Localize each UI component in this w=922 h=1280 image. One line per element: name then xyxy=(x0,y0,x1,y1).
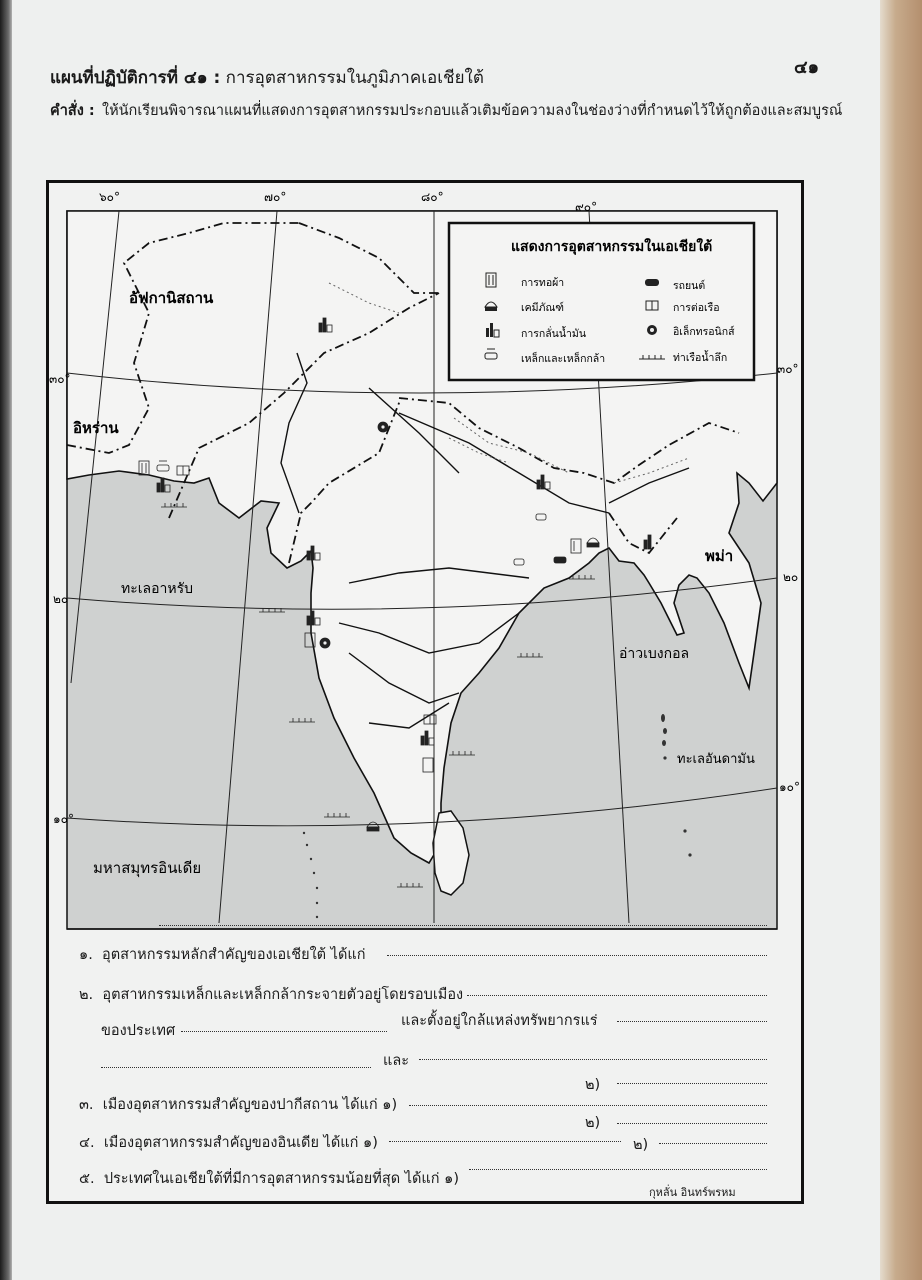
credit: กุหลั่น อินทร์พรหม xyxy=(649,1186,736,1199)
legend-label-chemical: เคมีภัณฑ์ xyxy=(521,302,564,314)
question-3-text: เมืองอุตสาหกรรมสำคัญของปากีสถาน ได้แก่ ๑) xyxy=(102,1097,398,1113)
legend-label-electronics: อิเล็กทรอนิกส์ xyxy=(673,326,735,338)
question-4-text: เมืองอุตสาหกรรมสำคัญของอินเดีย ได้แก่ ๑) xyxy=(103,1135,378,1151)
legend-label-oil: การกลั่นน้ำมัน xyxy=(521,328,587,340)
question-2-number: ๒. xyxy=(79,987,94,1003)
answer-line-1-top[interactable] xyxy=(159,925,767,926)
question-5 xyxy=(79,1167,459,1190)
answer-line-2a[interactable] xyxy=(467,995,767,996)
label-arabian-sea: ทะเลอาหรับ xyxy=(121,581,194,597)
answer-line-3b[interactable] xyxy=(617,1123,767,1124)
lat-label-30-right: ๓๐° xyxy=(777,362,799,376)
question-3-sub2: ๒) xyxy=(585,1115,601,1131)
question-4-sub2: ๒) xyxy=(633,1137,649,1153)
car-icon xyxy=(554,557,566,563)
title-prefix: แผนที่ปฏิบัติการที่ ๔๑ : xyxy=(50,68,221,88)
lon-label-90: ๙๐° xyxy=(575,200,598,214)
question-1-number: ๑. xyxy=(79,947,93,963)
question-1-text: อุตสาหกรรมหลักสำคัญของเอเชียใต้ ได้แก่ xyxy=(102,947,366,963)
lon-label-70: ๗๐° xyxy=(264,190,287,204)
answer-line-4b[interactable] xyxy=(659,1143,767,1144)
legend-label-car: รถยนต์ xyxy=(673,280,706,292)
question-2 xyxy=(79,983,463,1006)
electronics-icon xyxy=(320,638,330,648)
question-4-number: ๔. xyxy=(79,1135,95,1151)
answer-line-2c[interactable] xyxy=(617,1021,767,1022)
legend-label-port: ท่าเรือน้ำลึก xyxy=(673,352,728,364)
answer-line-2d[interactable] xyxy=(101,1067,371,1068)
instruction xyxy=(50,100,842,122)
page-title xyxy=(50,64,484,91)
label-burma: พม่า xyxy=(705,547,734,565)
lon-label-60: ๖๐° xyxy=(99,190,120,204)
label-andaman-sea: ทะเลอันดามัน xyxy=(677,752,755,767)
answer-line-2f[interactable] xyxy=(617,1083,767,1084)
answer-line-2b[interactable] xyxy=(181,1031,387,1032)
answer-line-4a[interactable] xyxy=(389,1141,621,1142)
question-2-sub2: ๒) xyxy=(585,1077,601,1093)
question-4 xyxy=(79,1131,378,1154)
legend-label-ship: การต่อเรือ xyxy=(673,302,720,314)
answer-line-1[interactable] xyxy=(387,955,767,956)
south-asia-map xyxy=(49,183,801,1201)
question-3 xyxy=(79,1093,397,1116)
lat-label-30-left: ๓๐° xyxy=(49,372,71,386)
question-5-text: ประเทศในเอเชียใต้ที่มีการอุตสาหกรรมน้อยที่สุด ได้แก่ ๑) xyxy=(103,1171,460,1187)
page-number: ๔๑ xyxy=(794,57,820,78)
question-2-text: อุตสาหกรรมเหล็กและเหล็กกล้ากระจายตัวอยู่โดยรอบเมือง xyxy=(102,987,464,1003)
legend-label-steel: เหล็กและเหล็กกล้า xyxy=(521,353,606,365)
label-afghanistan: อัฟกานิสถาน xyxy=(129,289,214,307)
label-iran: อิหร่าน xyxy=(73,419,119,437)
electronics-icon xyxy=(378,422,388,432)
lat-label-10-left: ๑๐° xyxy=(53,812,74,826)
answer-line-5[interactable] xyxy=(469,1169,767,1170)
map-frame xyxy=(46,180,804,1204)
answer-line-3a[interactable] xyxy=(409,1105,767,1106)
instruction-label: คำสั่ง : xyxy=(50,103,95,119)
answer-line-2e[interactable] xyxy=(419,1059,767,1060)
title-text: การอุตสาหกรรมในภูมิภาคเอเชียใต้ xyxy=(225,68,484,88)
question-2-line2-b: และตั้งอยู่ใกล้แหล่งทรัพยากรแร่ xyxy=(401,1013,598,1029)
question-2-line2-a: ของประเทศ xyxy=(101,1023,176,1039)
question-5-number: ๕. xyxy=(79,1171,95,1187)
lat-label-20-right: ๒๐ xyxy=(783,570,799,584)
instruction-line1: ให้นักเรียนพิจารณาแผนที่แสดงการอุตสาหกรรมประกอบแล้วเติมข้อความลงในช่องว่างที่กำหนดไว้ให้ถูกต้องและสมบูรณ์ xyxy=(102,103,843,119)
lat-label-10-right: ๑๐° xyxy=(779,780,800,794)
question-1 xyxy=(79,943,366,966)
label-bay-of-bengal: อ่าวเบงกอล xyxy=(619,646,690,662)
legend-title: แสดงการอุตสาหกรรมในเอเชียใต้ xyxy=(511,239,713,255)
book-page-edge xyxy=(878,0,922,1280)
map-legend xyxy=(449,223,754,380)
question-2-line3: และ xyxy=(383,1053,410,1069)
label-indian-ocean: มหาสมุทรอินเดีย xyxy=(93,859,202,877)
legend-label-textile: การทอผ้า xyxy=(521,277,565,289)
lat-label-20-left: ๒๐ xyxy=(53,592,69,606)
lon-label-80: ๘๐° xyxy=(421,190,444,204)
question-3-number: ๓. xyxy=(79,1097,94,1113)
